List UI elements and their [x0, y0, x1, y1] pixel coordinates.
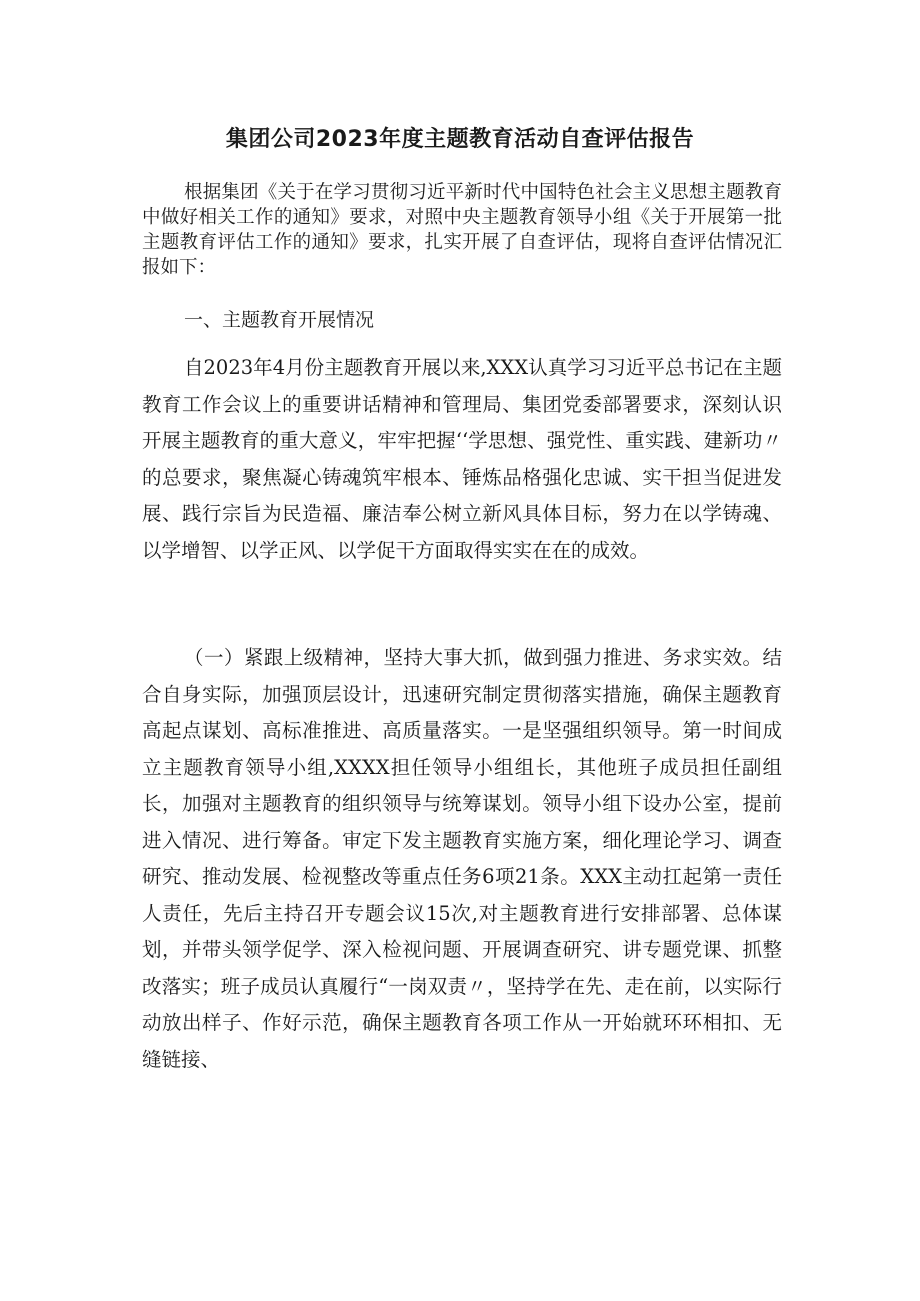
intro-paragraph: 根据集团《关于在学习贯彻习近平新时代中国特色社会主义思想主题教育中做好相关工作的通知》要求，对照中央主题教育领导小组《关于开展第一批主题教育评估工作的通知》要求，扎实开展了自查评估，现将自查评估情况汇报如下：	[142, 182, 782, 278]
section-heading-1: 一、主题教育开展情况	[184, 309, 375, 331]
body-paragraph-2: （一）紧跟上级精神，坚持大事大抓，做到强力推进、务求实效。结合自身实际，加强顶层设计，迅速研究制定贯彻落实措施，确保主题教育高起点谋划、高标准推进、高质量落实。一是坚强组织领导。第一时间成立主题教育领导小组,XXXX担任领导小组组长，其他班子成员担任副组长，加强对主题教育的组织领导与统筹谋划。领导小组下设办公室，提前进入情况、进行筹备。审定下发主题教育实施方案，细化理论学习、调查研究、推动发展、检视整改等重点任务6项21条。XXX主动扛起第一责任人责任，先后主持召开专题会议15次,对主题教育进行安排部署、总体谋划，并带头领学促学、深入检视问题、开展调查研究、讲专题党课、抓整改落实；班子成员认真履行“一岗双责〃，坚持学在先、走在前，以实际行动放出样子、作好示范，确保主题教育各项工作从一开始就环环相扣、无缝链接、	[142, 646, 782, 1071]
body-paragraph-1: 自2023年4月份主题教育开展以来,XXX认真学习习近平总书记在主题教育工作会议上的重要讲话精神和管理局、集团党委部署要求，深刻认识开展主题教育的重大意义，牢牢把握‘‘学思想、强党性、重实践、建新功〃的总要求，聚焦凝心铸魂筑牢根本、锤炼品格强化忠诚、实干担当促进发展、践行宗旨为民造福、廉洁奉公树立新风具体目标，努力在以学铸魂、以学增智、以学正风、以学促干方面取得实实在在的成效。	[142, 356, 782, 562]
document-title: 集团公司2023年度主题教育活动自查评估报告	[225, 127, 695, 152]
